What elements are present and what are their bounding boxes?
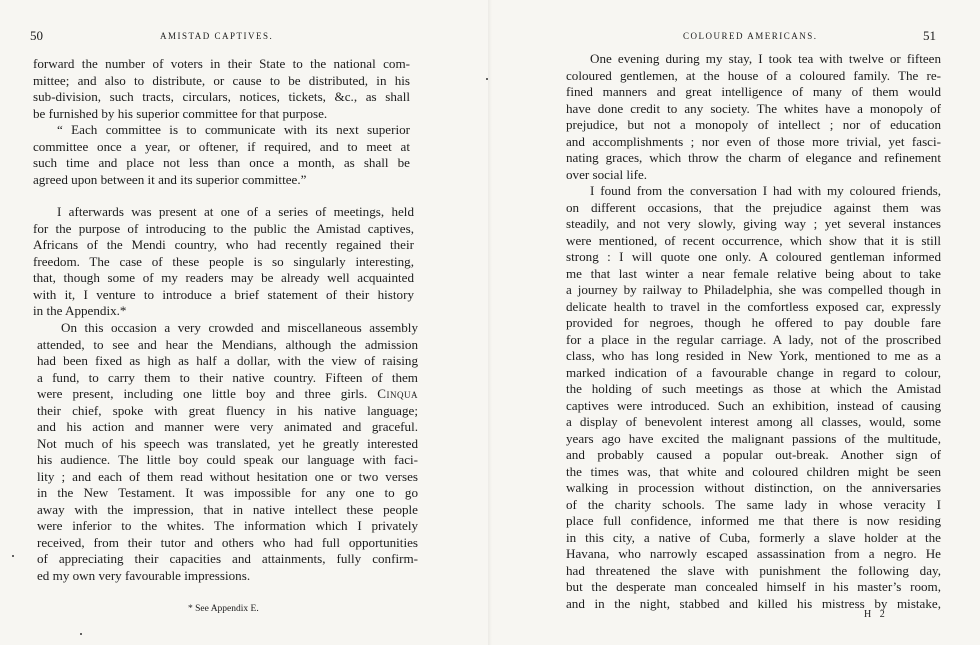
text-line: their chief, spoke with great fluency in his native language; bbox=[37, 402, 418, 418]
text-line: had been fixed as high as half a dollar, with the view of raising bbox=[37, 353, 418, 368]
text-line: for a place in the regular carriage. A lady, not of the proscribed bbox=[566, 331, 941, 347]
right-paragraph-tea bbox=[566, 51, 941, 183]
text-line: and in the night, stabbed and killed his mistress by mistake, bbox=[566, 595, 941, 611]
text-line: coloured gentlemen, at the house of a coloured family. The re- bbox=[566, 67, 941, 83]
text-line: the times was, that white and coloured children might be seen bbox=[566, 463, 941, 479]
text-line: I found from the conversation I had with my coloured friends, bbox=[590, 183, 941, 198]
text-line: a fund, to carry them to their native country. Fifteen of them bbox=[37, 369, 418, 385]
text-line: that, though some of my readers may be already well acquainted bbox=[33, 270, 414, 285]
text-line: nating graces, which throw the charm of elegance and refinement bbox=[566, 150, 941, 165]
text-line: freedom. The case of these people is so singularly interesting, bbox=[33, 253, 414, 269]
scan-speck bbox=[486, 78, 488, 80]
text-line: attended, to see and hear the Mendians, although the admission bbox=[37, 336, 418, 352]
text-line: sub-division, such tracts, circulars, notices, tickets, &c., as shall bbox=[33, 89, 410, 104]
text-line: the holding of such meetings as those at which the Amistad bbox=[566, 381, 941, 396]
text-line: ed my own very favourable impressions. bbox=[37, 567, 251, 583]
footnote: * See Appendix E. bbox=[188, 604, 259, 614]
left-paragraph-mendians bbox=[37, 320, 418, 584]
text-line: Havana, who narrowly escaped assassination from a negro. He bbox=[566, 546, 941, 561]
text-line: On this occasion a very crowded and miscellaneous assembly bbox=[61, 320, 418, 335]
text-line: of appreciating their capacities and attainments, fully confirm- bbox=[37, 551, 418, 566]
right-running-head: COLOURED AMERICANS. bbox=[683, 31, 818, 41]
text-line-with-name bbox=[37, 386, 418, 403]
text-line: received, from their tutor and others who had full opportunities bbox=[37, 534, 418, 550]
text-line: lity ; and each of them read without hesitation one or two verses bbox=[37, 468, 418, 484]
text-line: with it, I venture to introduce a brief statement of their history bbox=[33, 286, 414, 302]
text-line: for the purpose of introducing to the public the Amistad captives, bbox=[33, 220, 414, 236]
text-line: marked indication of a favourable change in regard to colour, bbox=[566, 364, 941, 380]
text-fragment: were present, including one little boy and three girls. bbox=[37, 386, 378, 401]
text-line: were inferior to the whites. The information which I privately bbox=[37, 518, 418, 533]
text-line: a journey by railway to Philadelphia, she was compelled though in bbox=[566, 282, 941, 297]
right-page bbox=[490, 0, 980, 645]
text-line: committee once a year, or oftener, if required, and to meet at bbox=[33, 138, 410, 154]
text-line: but the desperate man concealed himself in his master’s room, bbox=[566, 579, 941, 594]
text-line: One evening during my stay, I took tea with twelve or fifteen bbox=[590, 51, 941, 66]
scan-speck bbox=[80, 633, 82, 635]
text-line: in the New Testament. It was impossible for any one to go bbox=[37, 485, 418, 500]
text-line: class, who has long resided in New York, mentioned to me as a bbox=[566, 348, 941, 363]
text-line: were mentioned, of recent occurrence, which show that it is still bbox=[566, 232, 941, 248]
text-line: walking in procession without distinction, on the anniversaries bbox=[566, 480, 941, 495]
text-line: provided for negroes, though he offered to pay double fare bbox=[566, 315, 941, 330]
text-line: and accomplishments ; nor even of those more trivial, yet fasci- bbox=[566, 133, 941, 149]
left-paragraph-meetings bbox=[33, 204, 414, 320]
text-line: over social life. bbox=[566, 166, 648, 182]
text-line: have done credit to any society. The whites have a monopoly of bbox=[566, 100, 941, 116]
chief-name: Cinqua bbox=[377, 386, 418, 401]
text-line: I afterwards was present at one of a series of meetings, held bbox=[57, 204, 414, 219]
text-line: “ Each committee is to communicate with its next superior bbox=[57, 122, 410, 137]
text-line: such time and place not less than once a month, as shall be bbox=[33, 155, 410, 170]
text-line: Africans of the Mendi country, who had recently regained their bbox=[33, 237, 414, 252]
left-paragraph-quote bbox=[33, 56, 410, 188]
text-line: in the Appendix.* bbox=[33, 303, 127, 318]
text-line: mittee; and also to distribute, or cause to be distributed, in his bbox=[33, 72, 410, 88]
text-line: agreed upon between it and its superior committee.” bbox=[33, 171, 307, 187]
text-line: had threatened the slave with punishment the following day, bbox=[566, 562, 941, 578]
text-line: prejudice, but not a monopoly of intellect ; nor of education bbox=[566, 117, 941, 132]
text-line: on different occasions, that the prejudice against them was bbox=[566, 199, 941, 215]
text-line: place full confidence, informed me that there is now residing bbox=[566, 513, 941, 528]
text-line: steadily, and not very slowly, giving way ; yet several instances bbox=[566, 216, 941, 231]
text-line: me that last winter a near female relative being about to take bbox=[566, 265, 941, 281]
text-line: and probably caused a popular out-break. Another sign of bbox=[566, 447, 941, 462]
text-line: be furnished by his superior committee for that purpose. bbox=[33, 105, 328, 121]
text-line: years ago have excited the malignant passions of the multitude, bbox=[566, 430, 941, 446]
left-running-head: AMISTAD CAPTIVES. bbox=[160, 31, 274, 41]
text-line: Not much of his speech was translated, yet he greatly interested bbox=[37, 435, 418, 451]
text-line: of the charity schools. The same lady in whose veracity I bbox=[566, 496, 941, 512]
printer-signature: H 2 bbox=[864, 609, 888, 620]
scan-speck bbox=[12, 555, 14, 557]
text-line: forward the number of voters in their State to the national com- bbox=[33, 56, 410, 71]
text-line: his audience. The little boy could speak our language with faci- bbox=[37, 452, 418, 467]
text-line: in this city, a native of Cuba, formerly a slave holder at the bbox=[566, 529, 941, 545]
text-line: away with the impression, that in native intellect these people bbox=[37, 501, 418, 517]
left-page-number: 50 bbox=[30, 28, 43, 43]
right-page-number: 51 bbox=[923, 28, 936, 43]
text-line: captives were introduced. Such an exhibition, instead of causing bbox=[566, 397, 941, 413]
right-paragraph-prejudice bbox=[566, 183, 941, 612]
text-line: fined manners and great intelligence of many of them would bbox=[566, 84, 941, 99]
text-line: and his action and manner were very animated and graceful. bbox=[37, 419, 418, 434]
text-line: strong : I will quote one only. A coloured gentleman informed bbox=[566, 249, 941, 264]
text-line: delicate health to travel in the comfortless exposed car, expressly bbox=[566, 298, 941, 314]
text-line: a display of benevolent interest among all classes, would, some bbox=[566, 414, 941, 429]
